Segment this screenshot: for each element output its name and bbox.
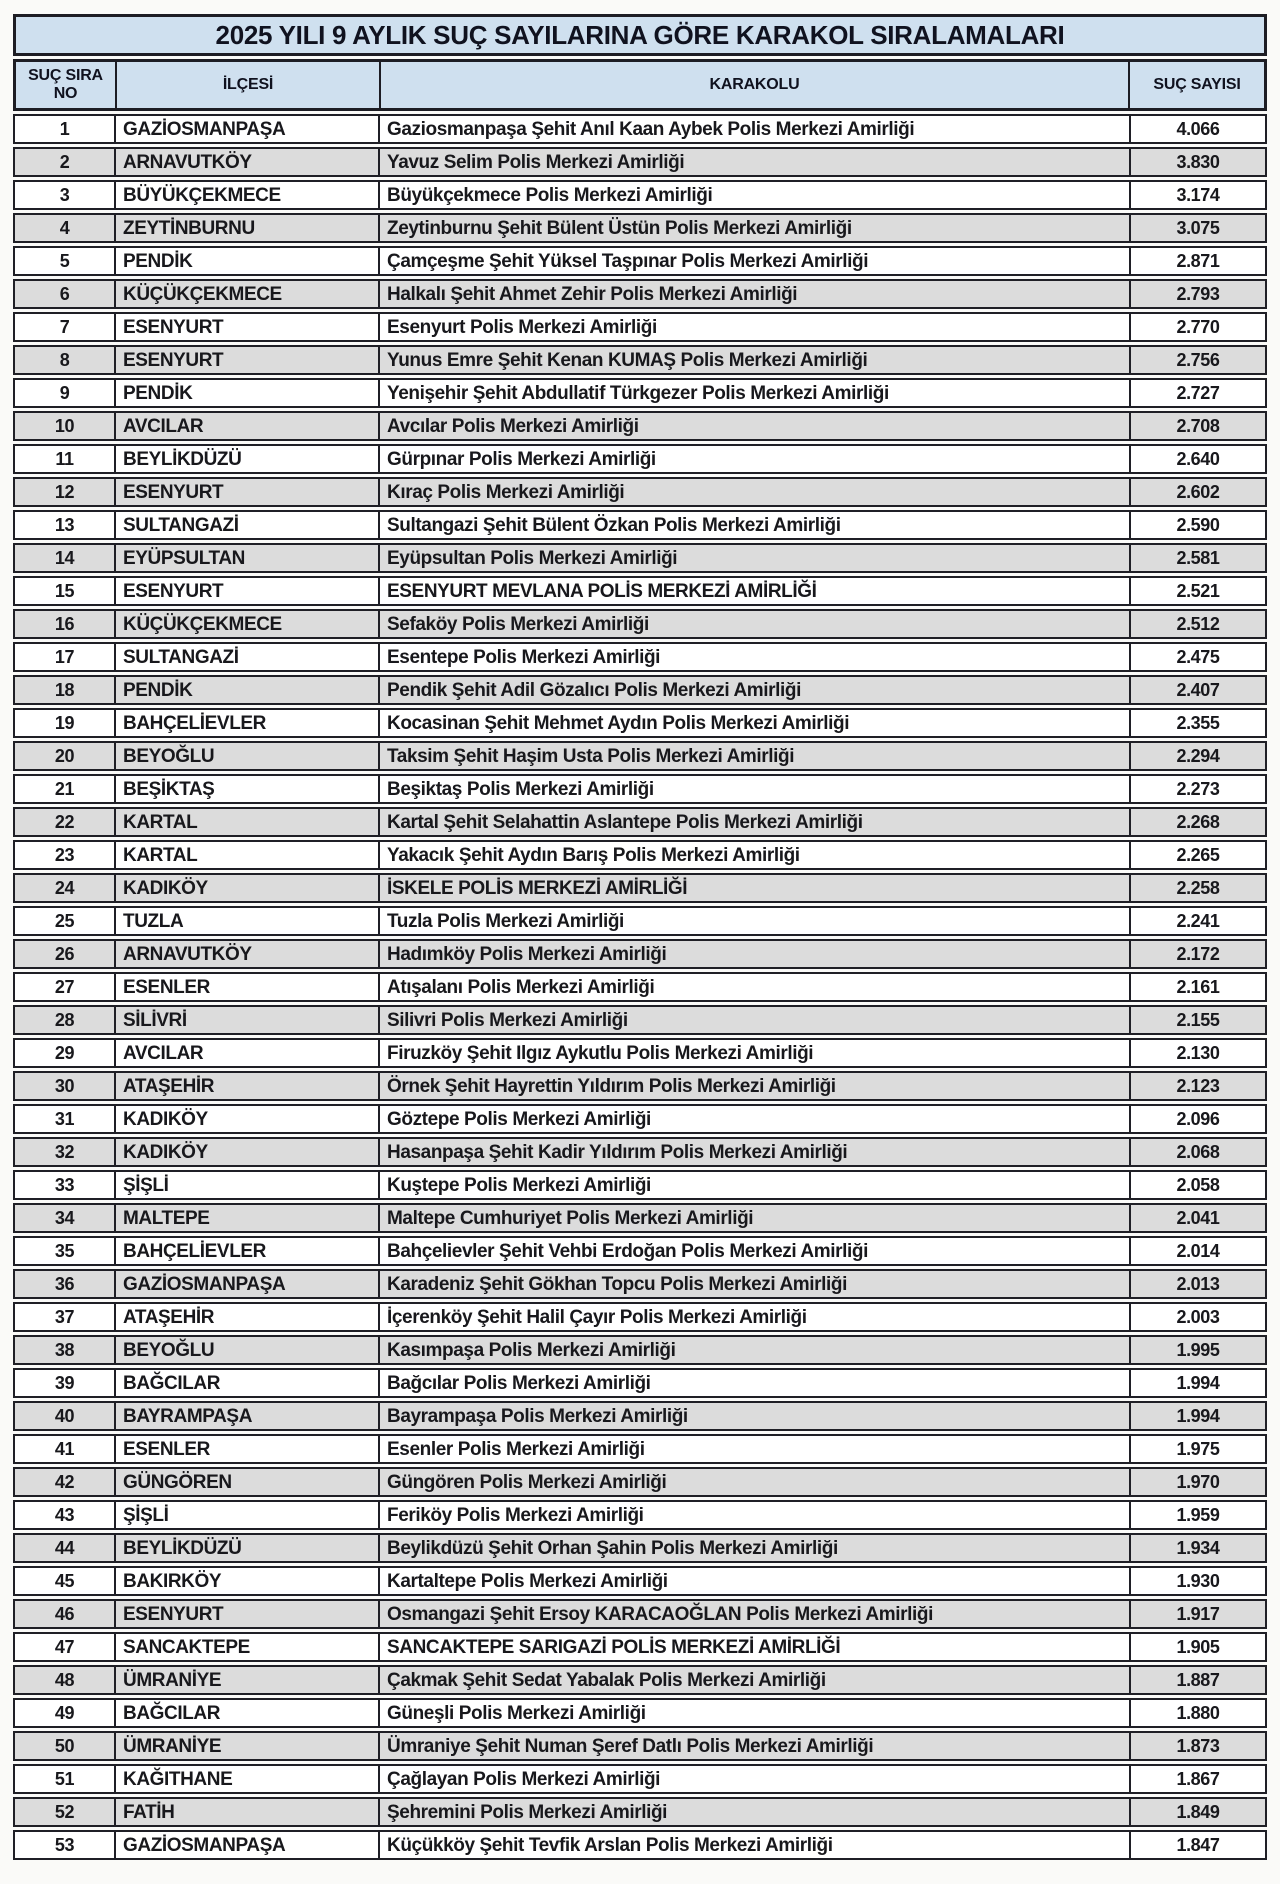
count-cell: 2.727 [1129,380,1265,406]
station-cell: Gürpınar Polis Merkezi Amirliği [378,446,1129,472]
district-cell: ESENYURT [114,314,378,340]
district-cell: GAZİOSMANPAŞA [114,1271,378,1297]
column-header-district: İLÇESİ [115,62,379,108]
rank-cell: 23 [54,845,75,865]
rank-cell: 13 [54,515,75,535]
count-cell: 3.075 [1129,215,1265,241]
table-row [13,1071,1267,1101]
table-row [13,1335,1267,1365]
district-cell: ESENYURT [114,479,378,505]
rank-cell: 6 [59,284,70,304]
district-cell: ESENLER [114,1436,378,1462]
station-cell: Esenyurt Polis Merkezi Amirliği [378,314,1129,340]
count-cell: 2.068 [1129,1139,1265,1165]
count-cell: 1.847 [1129,1832,1265,1858]
district-cell: FATİH [114,1799,378,1825]
rank-cell: 51 [54,1769,75,1789]
district-cell: KADIKÖY [114,875,378,901]
district-cell: ATAŞEHİR [114,1304,378,1330]
rank-cell: 46 [54,1604,75,1624]
count-cell: 1.995 [1129,1337,1265,1363]
count-cell: 4.066 [1129,116,1265,142]
station-cell: Kasımpaşa Polis Merkezi Amirliği [378,1337,1129,1363]
district-cell: ÜMRANİYE [114,1667,378,1693]
station-cell: Küçükköy Şehit Tevfik Arslan Polis Merkezi Amirliği [378,1832,1129,1858]
district-cell: ARNAVUTKÖY [114,149,378,175]
rank-cell: 26 [54,944,75,964]
count-cell: 2.602 [1129,479,1265,505]
count-cell: 2.161 [1129,974,1265,1000]
station-cell: Sefaköy Polis Merkezi Amirliği [378,611,1129,637]
rank-cell: 3 [59,185,70,205]
district-cell: KÜÇÜKÇEKMECE [114,611,378,637]
station-cell: Büyükçekmece Polis Merkezi Amirliği [378,182,1129,208]
table-row [13,312,1267,342]
rank-cell: 10 [54,416,75,436]
table-row [13,873,1267,903]
count-cell: 1.867 [1129,1766,1265,1792]
table-row [13,180,1267,210]
table-row [13,675,1267,705]
count-cell: 2.512 [1129,611,1265,637]
count-cell: 2.708 [1129,413,1265,439]
district-cell: ÜMRANİYE [114,1733,378,1759]
district-cell: BAYRAMPAŞA [114,1403,378,1429]
count-cell: 2.407 [1129,677,1265,703]
district-cell: KÜÇÜKÇEKMECE [114,281,378,307]
column-header-rank: SUÇ SIRA NO [28,67,103,102]
table-row [13,1566,1267,1596]
station-cell: Çamçeşme Şehit Yüksel Taşpınar Polis Merkezi Amirliği [378,248,1129,274]
station-cell: Esenler Polis Merkezi Amirliği [378,1436,1129,1462]
station-cell: Bayrampaşa Polis Merkezi Amirliği [378,1403,1129,1429]
table-row [13,1203,1267,1233]
table-row [13,807,1267,837]
station-cell: Halkalı Şehit Ahmet Zehir Polis Merkezi Amirliği [378,281,1129,307]
rank-cell: 31 [54,1109,75,1129]
count-cell: 2.014 [1129,1238,1265,1264]
rank-cell: 53 [54,1835,75,1855]
count-cell: 2.871 [1129,248,1265,274]
station-cell: Yenişehir Şehit Abdullatif Türkgezer Polis Merkezi Amirliği [378,380,1129,406]
rank-cell: 24 [54,878,75,898]
rank-cell: 47 [54,1637,75,1657]
rank-cell: 39 [54,1373,75,1393]
rank-cell: 28 [54,1010,75,1030]
district-cell: BEYLİKDÜZÜ [114,446,378,472]
table-title: 2025 YILI 9 AYLIK SUÇ SAYILARINA GÖRE KARAKOL SIRALAMALARI [13,14,1267,56]
district-cell: PENDİK [114,677,378,703]
table-row [13,840,1267,870]
station-cell: Şehremini Polis Merkezi Amirliği [378,1799,1129,1825]
rank-cell: 7 [59,317,70,337]
rank-cell: 44 [54,1538,75,1558]
table-row [13,774,1267,804]
station-cell: Sultangazi Şehit Bülent Özkan Polis Merkezi Amirliği [378,512,1129,538]
rank-cell: 9 [59,383,70,403]
district-cell: ATAŞEHİR [114,1073,378,1099]
rank-cell: 18 [54,680,75,700]
table-row [13,1137,1267,1167]
station-cell: ESENYURT MEVLANA POLİS MERKEZİ AMİRLİĞİ [378,578,1129,604]
count-cell: 2.241 [1129,908,1265,934]
count-cell: 2.003 [1129,1304,1265,1330]
district-cell: BAHÇELİEVLER [114,1238,378,1264]
count-cell: 1.959 [1129,1502,1265,1528]
count-cell: 2.793 [1129,281,1265,307]
count-cell: 1.849 [1129,1799,1265,1825]
table-row [13,1368,1267,1398]
count-cell: 1.880 [1129,1700,1265,1726]
district-cell: ESENYURT [114,1601,378,1627]
district-cell: TUZLA [114,908,378,934]
count-cell: 2.640 [1129,446,1265,472]
district-cell: BÜYÜKÇEKMECE [114,182,378,208]
table-row [13,1632,1267,1662]
count-cell: 2.172 [1129,941,1265,967]
table-row [13,378,1267,408]
rank-cell: 19 [54,713,75,733]
count-cell: 1.970 [1129,1469,1265,1495]
table-row [13,411,1267,441]
rank-cell: 52 [54,1802,75,1822]
table-row [13,1698,1267,1728]
count-cell: 2.041 [1129,1205,1265,1231]
district-cell: KADIKÖY [114,1106,378,1132]
crime-ranking-table [13,14,1267,1860]
station-cell: Osmangazi Şehit Ersoy KARACAOĞLAN Polis Merkezi Amirliği [378,1601,1129,1627]
table-row [13,642,1267,672]
rank-cell: 14 [54,548,75,568]
count-cell: 2.096 [1129,1106,1265,1132]
rank-cell: 4 [59,218,70,238]
table-row [13,246,1267,276]
count-cell: 3.830 [1129,149,1265,175]
table-row [13,147,1267,177]
table-row [13,1599,1267,1629]
rank-cell: 21 [54,779,75,799]
station-cell: Hadımköy Polis Merkezi Amirliği [378,941,1129,967]
count-cell: 2.521 [1129,578,1265,604]
rank-cell: 49 [54,1703,75,1723]
rank-cell: 5 [59,251,70,271]
rank-cell: 22 [54,812,75,832]
district-cell: BAĞCILAR [114,1370,378,1396]
station-cell: Göztepe Polis Merkezi Amirliği [378,1106,1129,1132]
rank-cell: 25 [54,911,75,931]
station-cell: Yakacık Şehit Aydın Barış Polis Merkezi Amirliği [378,842,1129,868]
table-row [13,1005,1267,1035]
count-cell: 1.905 [1129,1634,1265,1660]
count-cell: 2.475 [1129,644,1265,670]
station-cell: Beylikdüzü Şehit Orhan Şahin Polis Merkezi Amirliği [378,1535,1129,1561]
district-cell: ESENYURT [114,347,378,373]
count-cell: 1.887 [1129,1667,1265,1693]
rank-cell: 41 [54,1439,75,1459]
count-cell: 1.917 [1129,1601,1265,1627]
rank-cell: 2 [59,152,70,172]
district-cell: BEYOĞLU [114,1337,378,1363]
count-cell: 2.123 [1129,1073,1265,1099]
table-body [13,114,1267,1860]
district-cell: EYÜPSULTAN [114,545,378,571]
table-row [13,1434,1267,1464]
district-cell: GAZİOSMANPAŞA [114,116,378,142]
table-row [13,444,1267,474]
table-row [13,1269,1267,1299]
station-cell: Taksim Şehit Haşim Usta Polis Merkezi Amirliği [378,743,1129,769]
rank-cell: 27 [54,977,75,997]
station-cell: Feriköy Polis Merkezi Amirliği [378,1502,1129,1528]
table-row [13,114,1267,144]
station-cell: Avcılar Polis Merkezi Amirliği [378,413,1129,439]
district-cell: KARTAL [114,809,378,835]
station-cell: Kartal Şehit Selahattin Aslantepe Polis Merkezi Amirliği [378,809,1129,835]
table-row [13,939,1267,969]
station-cell: Kartaltepe Polis Merkezi Amirliği [378,1568,1129,1594]
count-cell: 1.994 [1129,1403,1265,1429]
station-cell: Eyüpsultan Polis Merkezi Amirliği [378,545,1129,571]
rank-cell: 42 [54,1472,75,1492]
station-cell: Gaziosmanpaşa Şehit Anıl Kaan Aybek Polis Merkezi Amirliği [378,116,1129,142]
count-cell: 2.268 [1129,809,1265,835]
station-cell: Tuzla Polis Merkezi Amirliği [378,908,1129,934]
station-cell: Çağlayan Polis Merkezi Amirliği [378,1766,1129,1792]
count-cell: 2.265 [1129,842,1265,868]
rank-cell: 32 [54,1142,75,1162]
table-row [13,1764,1267,1794]
count-cell: 2.058 [1129,1172,1265,1198]
table-row [13,741,1267,771]
district-cell: SULTANGAZİ [114,512,378,538]
station-cell: Maltepe Cumhuriyet Polis Merkezi Amirliği [378,1205,1129,1231]
count-cell: 2.590 [1129,512,1265,538]
rank-cell: 34 [54,1208,75,1228]
table-row [13,1236,1267,1266]
table-row [13,1665,1267,1695]
table-row [13,1731,1267,1761]
station-cell: Silivri Polis Merkezi Amirliği [378,1007,1129,1033]
table-row [13,609,1267,639]
rank-cell: 8 [59,350,70,370]
district-cell: KAĞITHANE [114,1766,378,1792]
rank-cell: 45 [54,1571,75,1591]
district-cell: SULTANGAZİ [114,644,378,670]
district-cell: PENDİK [114,380,378,406]
station-cell: Bahçelievler Şehit Vehbi Erdoğan Polis Merkezi Amirliği [378,1238,1129,1264]
station-cell: Ümraniye Şehit Numan Şeref Datlı Polis Merkezi Amirliği [378,1733,1129,1759]
count-cell: 1.930 [1129,1568,1265,1594]
rank-cell: 36 [54,1274,75,1294]
rank-cell: 38 [54,1340,75,1360]
station-cell: Hasanpaşa Şehit Kadir Yıldırım Polis Merkezi Amirliği [378,1139,1129,1165]
rank-cell: 12 [54,482,75,502]
count-cell: 2.130 [1129,1040,1265,1066]
table-row [13,345,1267,375]
rank-cell: 48 [54,1670,75,1690]
station-cell: Yavuz Selim Polis Merkezi Amirliği [378,149,1129,175]
district-cell: KADIKÖY [114,1139,378,1165]
station-cell: Zeytinburnu Şehit Bülent Üstün Polis Merkezi Amirliği [378,215,1129,241]
district-cell: ZEYTİNBURNU [114,215,378,241]
district-cell: SANCAKTEPE [114,1634,378,1660]
rank-cell: 30 [54,1076,75,1096]
district-cell: AVCILAR [114,1040,378,1066]
table-row [13,972,1267,1002]
district-cell: ARNAVUTKÖY [114,941,378,967]
table-row [13,1302,1267,1332]
station-cell: Atışalanı Polis Merkezi Amirliği [378,974,1129,1000]
table-row [13,1830,1267,1860]
district-cell: BEŞİKTAŞ [114,776,378,802]
count-cell: 1.975 [1129,1436,1265,1462]
count-cell: 2.013 [1129,1271,1265,1297]
station-cell: Kuştepe Polis Merkezi Amirliği [378,1172,1129,1198]
district-cell: BAHÇELİEVLER [114,710,378,736]
district-cell: ŞİŞLİ [114,1502,378,1528]
table-row [13,1170,1267,1200]
table-row [13,1797,1267,1827]
station-cell: Firuzköy Şehit Ilgız Aykutlu Polis Merkezi Amirliği [378,1040,1129,1066]
station-cell: Güneşli Polis Merkezi Amirliği [378,1700,1129,1726]
rank-cell: 43 [54,1505,75,1525]
station-cell: Esentepe Polis Merkezi Amirliği [378,644,1129,670]
table-row [13,1038,1267,1068]
table-row [13,708,1267,738]
rank-cell: 17 [54,647,75,667]
rank-cell: 33 [54,1175,75,1195]
rank-cell: 11 [55,449,74,469]
station-cell: Örnek Şehit Hayrettin Yıldırım Polis Merkezi Amirliği [378,1073,1129,1099]
rank-cell: 1 [59,119,70,139]
count-cell: 1.994 [1129,1370,1265,1396]
table-row [13,543,1267,573]
district-cell: KARTAL [114,842,378,868]
district-cell: BEYOĞLU [114,743,378,769]
column-header-count: SUÇ SAYISI [1128,62,1264,108]
count-cell: 2.770 [1129,314,1265,340]
station-cell: Pendik Şehit Adil Gözalıcı Polis Merkezi Amirliği [378,677,1129,703]
count-cell: 2.756 [1129,347,1265,373]
station-cell: Çakmak Şehit Sedat Yabalak Polis Merkezi Amirliği [378,1667,1129,1693]
rank-cell: 20 [54,746,75,766]
station-cell: Kocasinan Şehit Mehmet Aydın Polis Merkezi Amirliği [378,710,1129,736]
station-cell: Beşiktaş Polis Merkezi Amirliği [378,776,1129,802]
district-cell: GAZİOSMANPAŞA [114,1832,378,1858]
rank-cell: 40 [54,1406,75,1426]
station-cell: Yunus Emre Şehit Kenan KUMAŞ Polis Merkezi Amirliği [378,347,1129,373]
station-cell: SANCAKTEPE SARIGAZİ POLİS MERKEZİ AMİRLİĞİ [378,1634,1129,1660]
rank-cell: 37 [54,1307,75,1327]
district-cell: MALTEPE [114,1205,378,1231]
rank-cell: 29 [54,1043,75,1063]
district-cell: ŞİŞLİ [114,1172,378,1198]
station-cell: İSKELE POLİS MERKEZİ AMİRLİĞİ [378,875,1129,901]
rank-cell: 35 [54,1241,75,1261]
table-header-row [13,59,1267,111]
count-cell: 3.174 [1129,182,1265,208]
district-cell: ESENLER [114,974,378,1000]
station-cell: Güngören Polis Merkezi Amirliği [378,1469,1129,1495]
district-cell: BAKIRKÖY [114,1568,378,1594]
count-cell: 2.155 [1129,1007,1265,1033]
station-cell: Kıraç Polis Merkezi Amirliği [378,479,1129,505]
district-cell: BAĞCILAR [114,1700,378,1726]
count-cell: 1.873 [1129,1733,1265,1759]
table-row [13,1467,1267,1497]
table-row [13,213,1267,243]
table-row [13,279,1267,309]
district-cell: GÜNGÖREN [114,1469,378,1495]
table-row [13,906,1267,936]
rank-cell: 15 [54,581,75,601]
table-row [13,1104,1267,1134]
count-cell: 2.355 [1129,710,1265,736]
count-cell: 1.934 [1129,1535,1265,1561]
station-cell: İçerenköy Şehit Halil Çayır Polis Merkezi Amirliği [378,1304,1129,1330]
district-cell: SİLİVRİ [114,1007,378,1033]
district-cell: ESENYURT [114,578,378,604]
count-cell: 2.581 [1129,545,1265,571]
table-row [13,1401,1267,1431]
rank-cell: 16 [54,614,75,634]
table-row [13,1500,1267,1530]
table-row [13,510,1267,540]
district-cell: BEYLİKDÜZÜ [114,1535,378,1561]
table-row [13,477,1267,507]
count-cell: 2.294 [1129,743,1265,769]
count-cell: 2.273 [1129,776,1265,802]
table-row [13,1533,1267,1563]
station-cell: Karadeniz Şehit Gökhan Topcu Polis Merkezi Amirliği [378,1271,1129,1297]
station-cell: Bağcılar Polis Merkezi Amirliği [378,1370,1129,1396]
table-row [13,576,1267,606]
district-cell: PENDİK [114,248,378,274]
rank-cell: 50 [54,1736,75,1756]
district-cell: AVCILAR [114,413,378,439]
column-header-station: KARAKOLU [379,62,1128,108]
count-cell: 2.258 [1129,875,1265,901]
